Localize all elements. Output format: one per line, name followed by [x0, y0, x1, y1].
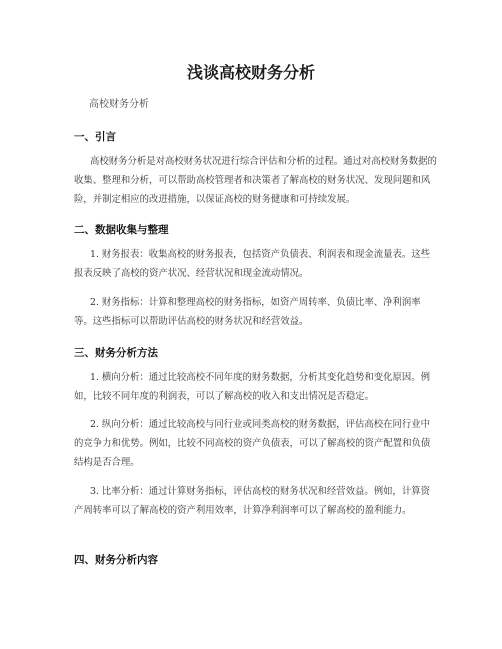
- section-paragraph: 2. 财务指标：计算和整理高校的财务指标，如资产周转率、负债比率、净利润率等。这些指标可以帮助评估高校的财务状况和经营效益。: [74, 297, 421, 327]
- document-title: 浅谈高校财务分析: [186, 63, 315, 82]
- section-paragraph: 1. 财务报表：收集高校的财务报表，包括资产负债表、利润表和现金流量表。这些报表反映了高校的资产状况、经营状况和现金流动情况。: [74, 249, 431, 279]
- document-subtitle: 高校财务分析: [89, 99, 149, 110]
- section-paragraph: 高校财务分析是对高校财务状况进行综合评估和分析的过程。通过对高校财务数据的收集、整理和分析，可以帮助高校管理者和决策者了解高校的财务状况、发现问题和风险，并制定相应的改进措施，以保证高校的财务健康和可持续发展。: [74, 156, 437, 205]
- section-paragraph: 3. 比率分析：通过计算财务指标，评估高校的财务状况和经营效益。例如，计算资产周转率可以了解高校的资产利用效率，计算净利润率可以了解高校的盈利能力。: [74, 486, 431, 516]
- section-heading-analysis-methods: 三、财务分析方法: [74, 347, 158, 359]
- section-heading-data-collection: 二、数据收集与整理: [74, 224, 169, 236]
- section-heading-analysis-content: 四、财务分析内容: [74, 554, 158, 566]
- section-heading-introduction: 一、引言: [74, 131, 116, 143]
- section-paragraph: 1. 横向分析：通过比较高校不同年度的财务数据，分析其变化趋势和变化原因。例如，比较不同年度的利润表，可以了解高校的收入和支出情况是否稳定。: [74, 372, 431, 402]
- section-paragraph: 2. 纵向分析：通过比较高校与同行业或同类高校的财务数据，评估高校在同行业中的竞争力和优势。例如，比较不同高校的资产负债表，可以了解高校的资产配置和负债结构是否合理。: [74, 419, 431, 468]
